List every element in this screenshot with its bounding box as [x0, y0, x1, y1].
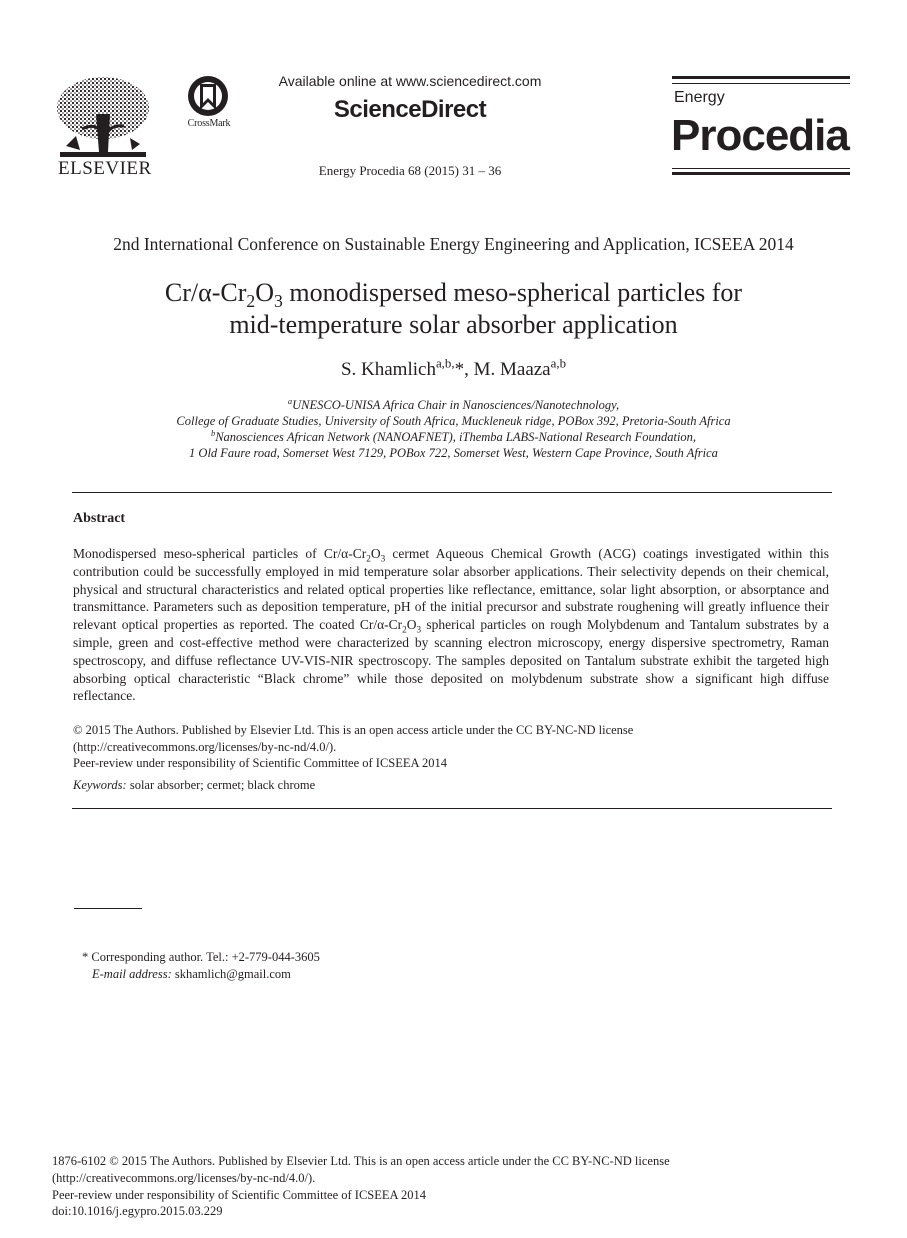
peer-review-line: Peer-review under responsibility of Scientific Committee of ICSEEA 2014 — [73, 756, 447, 770]
crossmark-icon — [180, 74, 238, 118]
divider-bottom — [72, 808, 832, 809]
author-maaza[interactable]: M. Maaza — [473, 359, 551, 380]
license-line-1: © 2015 The Authors. Published by Elsevier Ltd. This is an open access article under the CC BY-NC-ND license — [73, 723, 634, 737]
page-footer — [52, 1153, 872, 1220]
journal-rule-top-2 — [672, 83, 850, 84]
footer-license-link[interactable]: (http://creativecommons.org/licenses/by-nc-nd/4.0/). — [52, 1170, 316, 1185]
affiliation-b-line-1: $^b$Nanosciences African Network (NANOAFNET), iThemba LABS-National Research Foundation, — [210, 427, 697, 444]
keywords — [73, 778, 315, 793]
crossmark-badge[interactable] — [180, 74, 238, 132]
corresponding-author: * Corresponding author. Tel.: +2-779-044-3605 — [82, 950, 320, 964]
paper-title-line-1: $Cr/\alpha-Cr_2O_3$ monodispersed meso-spherical particles for — [164, 278, 743, 312]
footer-peer-review: Peer-review under responsibility of Scientific Committee of ICSEEA 2014 — [52, 1187, 426, 1202]
affiliation-b-line-2: 1 Old Faure road, Somerset West 7129, POBox 722, Somerset West, Western Cape Province, South Africa — [189, 446, 718, 460]
author-khamlich[interactable]: S. Khamlich — [340, 359, 436, 380]
paper-title-line-2: mid-temperature solar absorber application — [229, 310, 678, 339]
license-block — [73, 722, 833, 772]
abstract-body: Monodispersed meso-spherical particles of $Cr/\alpha-Cr_2O_3$ cermet Aqueous Chemical Growth (ACG) coatings investigated within this contribution could be successfully employed in mid temperature solar absorber applications. Their selectivity depends on their chemical, physical and structural characteristics and related optical properties like reflectance, emittance, solar light absorption, or absorptance and transmittance. Parameters such as deposition temperature, pH of the initial precursor and substrate roughening will greatly influence their relevant optical properties as reported. The coated $Cr/\alpha-Cr_2O_3$ spherical particles on rough Molybdenum and Tantalum substrates by a simple, green and cost-effective method were characterized by scanning electron microscopy, energy dispersive spectrometry, Raman spectroscopy, and diffuse reflectance UV-VIS-NIR spectroscopy. The samples deposited on Tantalum substrate exhibit the targeted high absorbing optical characteristic “Black chrome” while those deposited on molybdenum substrate show a significant high diffuse reflectance. — [73, 546, 830, 704]
conference-name: 2nd International Conference on Sustainable Energy Engineering and Application, ICSEEA 2014 — [113, 234, 794, 254]
abstract-heading: Abstract — [73, 511, 126, 526]
keywords-label: Keywords: — [73, 778, 127, 792]
journal-rule-bottom-1 — [672, 168, 850, 169]
affiliation-a-line-2: College of Graduate Studies, University of South Africa, Muckleneuk ridge, POBox 392, Pretoria-South Africa — [176, 414, 731, 428]
citation: Energy Procedia 68 (2015) 31 – 36 — [318, 163, 502, 178]
journal-rule-bottom-2 — [672, 172, 850, 175]
elsevier-wordmark: ELSEVIER — [58, 158, 152, 179]
email-line — [92, 967, 291, 982]
keywords-text: solar absorber; cermet; black chrome — [129, 778, 316, 792]
paper-title — [0, 277, 907, 341]
footnote-rule — [74, 908, 142, 909]
journal-rule-top-1 — [672, 76, 850, 79]
author-list: S. Khamlich$^{a,b,}$*, M. Maaza$^{a,b}$ — [340, 355, 567, 380]
journal-name-small: Energy — [674, 89, 725, 106]
available-online[interactable]: Available online at www.sciencedirect.com — [278, 73, 542, 89]
footer-doi[interactable]: doi:10.1016/j.egypro.2015.03.229 — [52, 1204, 223, 1219]
email-address[interactable]: skhamlich@gmail.com — [174, 967, 291, 981]
elsevier-tree-icon — [52, 74, 154, 160]
sciencedirect-logo[interactable]: ScienceDirect — [333, 96, 487, 123]
email-label: E-mail address: — [92, 967, 172, 981]
elsevier-logo — [52, 74, 154, 178]
footer-issn-license: 1876-6102 © 2015 The Authors. Published by Elsevier Ltd. This is an open access article under the CC BY-NC-ND license — [52, 1154, 670, 1168]
journal-name-large: Procedia — [671, 111, 849, 160]
crossmark-label: CrossMark — [187, 118, 231, 129]
affiliation-a-line-1: $^a$UNESCO-UNISA Africa Chair in Nanosciences/Nanotechnology, — [287, 395, 620, 412]
affiliations — [0, 397, 907, 461]
license-link[interactable]: (http://creativecommons.org/licenses/by-nc-nd/4.0/). — [73, 739, 337, 754]
divider-top — [72, 492, 832, 493]
